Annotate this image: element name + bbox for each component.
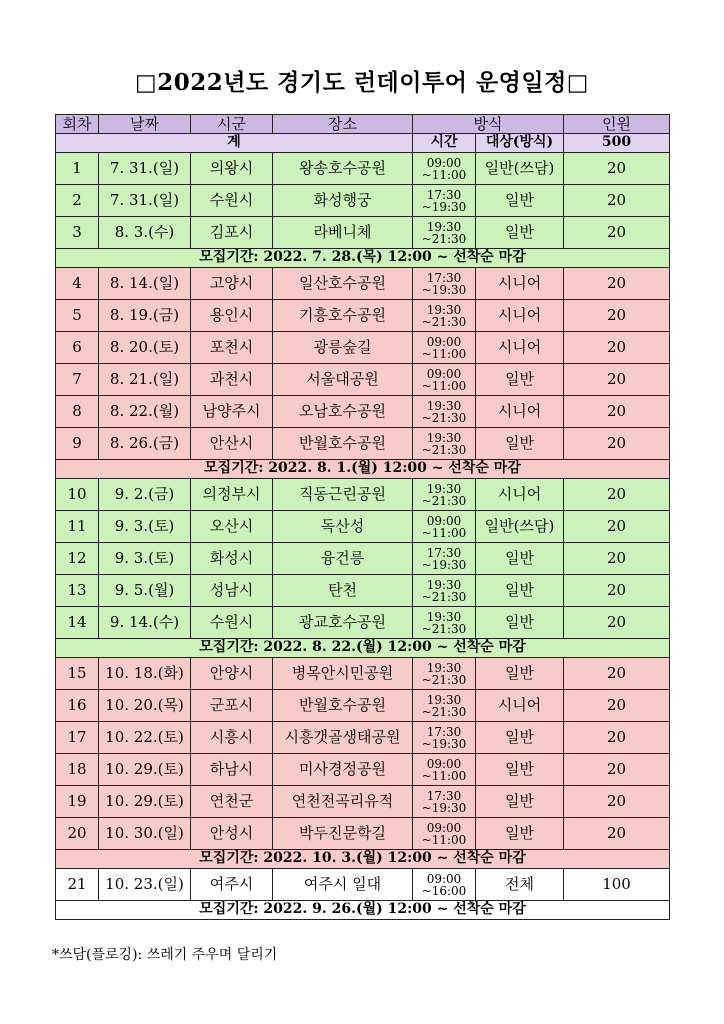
round-cell: 9 (56, 428, 99, 460)
time-end: ~19:30 (421, 800, 467, 815)
target-cell: 일반(쓰담) (476, 511, 564, 543)
header-date: 날짜 (99, 115, 191, 134)
time-start: 09:00 (426, 820, 462, 835)
place-cell: 독산성 (273, 511, 413, 543)
people-cell: 20 (564, 818, 670, 850)
target-cell: 시니어 (476, 396, 564, 428)
time-cell (413, 658, 476, 690)
date-cell: 7. 31.(일) (99, 185, 191, 217)
time-cell (413, 786, 476, 818)
people-cell: 20 (564, 300, 670, 332)
header-row (56, 115, 670, 134)
time-cell (413, 153, 476, 185)
table-row (56, 754, 670, 786)
recruit-period: 모집기간: 2022. 10. 3.(월) 12:00 ~ 선착순 마감 (56, 850, 670, 869)
header-round: 회차 (56, 115, 99, 134)
table-row (56, 511, 670, 543)
time-end: ~21:30 (421, 704, 467, 719)
people-cell: 20 (564, 428, 670, 460)
place-cell: 광교호수공원 (273, 607, 413, 639)
time-end: ~21:30 (421, 410, 467, 425)
time-end: ~19:30 (421, 736, 467, 751)
table-row (56, 217, 670, 249)
people-cell: 20 (564, 268, 670, 300)
target-cell: 시니어 (476, 268, 564, 300)
time-start: 09:00 (426, 513, 462, 528)
people-cell: 20 (564, 607, 670, 639)
table-row (56, 332, 670, 364)
table-row (56, 869, 670, 901)
time-cell (413, 575, 476, 607)
table-row (56, 786, 670, 818)
target-cell: 일반 (476, 575, 564, 607)
date-cell: 10. 29.(토) (99, 754, 191, 786)
time-cell (413, 332, 476, 364)
time-end: ~21:30 (421, 442, 467, 457)
place-cell: 탄천 (273, 575, 413, 607)
date-cell: 8. 22.(월) (99, 396, 191, 428)
date-cell: 8. 26.(금) (99, 428, 191, 460)
people-cell: 20 (564, 185, 670, 217)
time-cell (413, 511, 476, 543)
date-cell: 10. 30.(일) (99, 818, 191, 850)
people-cell: 100 (564, 869, 670, 901)
round-cell: 7 (56, 364, 99, 396)
table-row (56, 543, 670, 575)
place-cell: 왕송호수공원 (273, 153, 413, 185)
people-cell: 20 (564, 690, 670, 722)
round-cell: 20 (56, 818, 99, 850)
table-row (56, 722, 670, 754)
people-cell: 20 (564, 153, 670, 185)
time-end: ~11:00 (421, 346, 467, 361)
place-cell: 화성행궁 (273, 185, 413, 217)
target-cell: 일반 (476, 428, 564, 460)
round-cell: 19 (56, 786, 99, 818)
table-row (56, 185, 670, 217)
time-cell (413, 607, 476, 639)
city-cell: 용인시 (191, 300, 273, 332)
table-row (56, 575, 670, 607)
time-start: 17:30 (426, 545, 462, 560)
recruit-period-row (56, 850, 670, 869)
time-start: 17:30 (426, 788, 462, 803)
recruit-period-row (56, 639, 670, 658)
people-cell: 20 (564, 658, 670, 690)
people-cell: 20 (564, 754, 670, 786)
people-cell: 20 (564, 722, 670, 754)
total-people: 500 (564, 134, 670, 153)
round-cell: 8 (56, 396, 99, 428)
table-row (56, 153, 670, 185)
city-cell: 시흥시 (191, 722, 273, 754)
recruit-period-row (56, 901, 670, 920)
header-time: 시간 (413, 134, 476, 153)
footnote: *쓰담(플로깅): 쓰레기 주우며 달리기 (52, 947, 278, 963)
round-cell: 6 (56, 332, 99, 364)
city-cell: 오산시 (191, 511, 273, 543)
people-cell: 20 (564, 543, 670, 575)
time-end: ~11:00 (421, 768, 467, 783)
round-cell: 4 (56, 268, 99, 300)
date-cell: 10. 29.(토) (99, 786, 191, 818)
table-row (56, 607, 670, 639)
people-cell: 20 (564, 786, 670, 818)
target-cell: 전체 (476, 869, 564, 901)
city-cell: 수원시 (191, 607, 273, 639)
time-end: ~21:30 (421, 314, 467, 329)
time-end: ~21:30 (421, 621, 467, 636)
time-end: ~11:00 (421, 525, 467, 540)
header-method: 방식 (413, 115, 564, 134)
target-cell: 일반 (476, 364, 564, 396)
schedule-table (55, 114, 670, 920)
target-cell: 일반 (476, 818, 564, 850)
date-cell: 10. 20.(목) (99, 690, 191, 722)
time-end: ~21:30 (421, 231, 467, 246)
time-end: ~11:00 (421, 832, 467, 847)
page-title: □2022년도 경기도 런데이투어 운영일정□ (134, 69, 590, 96)
place-cell: 여주시 일대 (273, 869, 413, 901)
people-cell: 20 (564, 575, 670, 607)
recruit-period-row (56, 460, 670, 479)
date-cell: 8. 19.(금) (99, 300, 191, 332)
date-cell: 10. 23.(일) (99, 869, 191, 901)
target-cell: 일반 (476, 754, 564, 786)
date-cell: 8. 14.(일) (99, 268, 191, 300)
place-cell: 시흥갯골생태공원 (273, 722, 413, 754)
round-cell: 5 (56, 300, 99, 332)
date-cell: 9. 3.(토) (99, 511, 191, 543)
time-cell (413, 300, 476, 332)
place-cell: 연천전곡리유적 (273, 786, 413, 818)
place-cell: 광릉숲길 (273, 332, 413, 364)
date-cell: 7. 31.(일) (99, 153, 191, 185)
recruit-period: 모집기간: 2022. 9. 26.(월) 12:00 ~ 선착순 마감 (56, 901, 670, 920)
time-start: 17:30 (426, 270, 462, 285)
target-cell: 일반 (476, 722, 564, 754)
total-label: 계 (56, 134, 413, 153)
table-row (56, 268, 670, 300)
recruit-period: 모집기간: 2022. 8. 22.(월) 12:00 ~ 선착순 마감 (56, 639, 670, 658)
time-start: 09:00 (426, 366, 462, 381)
table-row (56, 658, 670, 690)
table-row (56, 479, 670, 511)
round-cell: 11 (56, 511, 99, 543)
city-cell: 수원시 (191, 185, 273, 217)
time-end: ~19:30 (421, 199, 467, 214)
place-cell: 박두진문학길 (273, 818, 413, 850)
city-cell: 고양시 (191, 268, 273, 300)
place-cell: 병목안시민공원 (273, 658, 413, 690)
people-cell: 20 (564, 332, 670, 364)
round-cell: 12 (56, 543, 99, 575)
round-cell: 2 (56, 185, 99, 217)
date-cell: 9. 3.(토) (99, 543, 191, 575)
time-cell (413, 396, 476, 428)
round-cell: 1 (56, 153, 99, 185)
people-cell: 20 (564, 479, 670, 511)
table-row (56, 428, 670, 460)
date-cell: 8. 20.(토) (99, 332, 191, 364)
place-cell: 반월호수공원 (273, 690, 413, 722)
date-cell: 10. 18.(화) (99, 658, 191, 690)
people-cell: 20 (564, 217, 670, 249)
round-cell: 3 (56, 217, 99, 249)
target-cell: 일반 (476, 185, 564, 217)
time-cell (413, 818, 476, 850)
time-end: ~21:30 (421, 589, 467, 604)
people-cell: 20 (564, 396, 670, 428)
time-start: 19:30 (426, 692, 462, 707)
target-cell: 시니어 (476, 332, 564, 364)
city-cell: 의정부시 (191, 479, 273, 511)
city-cell: 포천시 (191, 332, 273, 364)
city-cell: 김포시 (191, 217, 273, 249)
time-cell (413, 217, 476, 249)
header-target: 대상(방식) (476, 134, 564, 153)
place-cell: 반월호수공원 (273, 428, 413, 460)
place-cell: 오남호수공원 (273, 396, 413, 428)
place-cell: 직동근린공원 (273, 479, 413, 511)
time-start: 17:30 (426, 187, 462, 202)
round-cell: 14 (56, 607, 99, 639)
table-row (56, 300, 670, 332)
city-cell: 연천군 (191, 786, 273, 818)
schedule-body (56, 115, 670, 920)
time-start: 19:30 (426, 609, 462, 624)
table-row (56, 818, 670, 850)
place-cell: 서울대공원 (273, 364, 413, 396)
table-row (56, 364, 670, 396)
time-start: 19:30 (426, 577, 462, 592)
time-start: 19:30 (426, 302, 462, 317)
header-city: 시군 (191, 115, 273, 134)
city-cell: 군포시 (191, 690, 273, 722)
round-cell: 18 (56, 754, 99, 786)
time-start: 09:00 (426, 756, 462, 771)
city-cell: 안성시 (191, 818, 273, 850)
time-cell (413, 428, 476, 460)
recruit-period: 모집기간: 2022. 8. 1.(월) 12:00 ~ 선착순 마감 (56, 460, 670, 479)
time-cell (413, 364, 476, 396)
place-cell: 미사경정공원 (273, 754, 413, 786)
people-cell: 20 (564, 511, 670, 543)
target-cell: 일반 (476, 786, 564, 818)
target-cell: 일반 (476, 658, 564, 690)
date-cell: 10. 22.(토) (99, 722, 191, 754)
time-cell (413, 722, 476, 754)
place-cell: 일산호수공원 (273, 268, 413, 300)
city-cell: 여주시 (191, 869, 273, 901)
city-cell: 의왕시 (191, 153, 273, 185)
header-place: 장소 (273, 115, 413, 134)
time-start: 09:00 (426, 871, 462, 886)
time-end: ~11:00 (421, 378, 467, 393)
date-cell: 9. 14.(수) (99, 607, 191, 639)
recruit-period: 모집기간: 2022. 7. 28.(목) 12:00 ~ 선착순 마감 (56, 249, 670, 268)
round-cell: 15 (56, 658, 99, 690)
time-start: 17:30 (426, 724, 462, 739)
date-cell: 8. 3.(수) (99, 217, 191, 249)
time-cell (413, 543, 476, 575)
time-cell (413, 268, 476, 300)
city-cell: 하남시 (191, 754, 273, 786)
city-cell: 화성시 (191, 543, 273, 575)
target-cell: 시니어 (476, 300, 564, 332)
city-cell: 남양주시 (191, 396, 273, 428)
time-cell (413, 690, 476, 722)
header-people: 인원 (564, 115, 670, 134)
time-start: 19:30 (426, 219, 462, 234)
round-cell: 10 (56, 479, 99, 511)
table-row (56, 690, 670, 722)
time-start: 19:30 (426, 660, 462, 675)
time-end: ~11:00 (421, 167, 467, 182)
round-cell: 16 (56, 690, 99, 722)
round-cell: 21 (56, 869, 99, 901)
time-cell (413, 869, 476, 901)
city-cell: 안산시 (191, 428, 273, 460)
target-cell: 시니어 (476, 479, 564, 511)
date-cell: 9. 2.(금) (99, 479, 191, 511)
target-cell: 일반 (476, 543, 564, 575)
time-start: 19:30 (426, 430, 462, 445)
people-cell: 20 (564, 364, 670, 396)
city-cell: 안양시 (191, 658, 273, 690)
time-end: ~21:30 (421, 493, 467, 508)
target-cell: 시니어 (476, 690, 564, 722)
time-cell (413, 479, 476, 511)
recruit-period-row (56, 249, 670, 268)
date-cell: 8. 21.(일) (99, 364, 191, 396)
time-end: ~16:00 (421, 883, 467, 898)
time-end: ~19:30 (421, 557, 467, 572)
place-cell: 기흥호수공원 (273, 300, 413, 332)
city-cell: 성남시 (191, 575, 273, 607)
time-start: 19:30 (426, 481, 462, 496)
target-cell: 일반(쓰담) (476, 153, 564, 185)
time-start: 09:00 (426, 334, 462, 349)
table-row (56, 396, 670, 428)
round-cell: 13 (56, 575, 99, 607)
time-start: 19:30 (426, 398, 462, 413)
place-cell: 라베니체 (273, 217, 413, 249)
time-end: ~19:30 (421, 282, 467, 297)
time-end: ~21:30 (421, 672, 467, 687)
time-start: 09:00 (426, 155, 462, 170)
time-cell (413, 185, 476, 217)
round-cell: 17 (56, 722, 99, 754)
time-cell (413, 754, 476, 786)
target-cell: 일반 (476, 217, 564, 249)
target-cell: 일반 (476, 607, 564, 639)
subheader-row (56, 134, 670, 153)
place-cell: 융건릉 (273, 543, 413, 575)
city-cell: 과천시 (191, 364, 273, 396)
date-cell: 9. 5.(월) (99, 575, 191, 607)
